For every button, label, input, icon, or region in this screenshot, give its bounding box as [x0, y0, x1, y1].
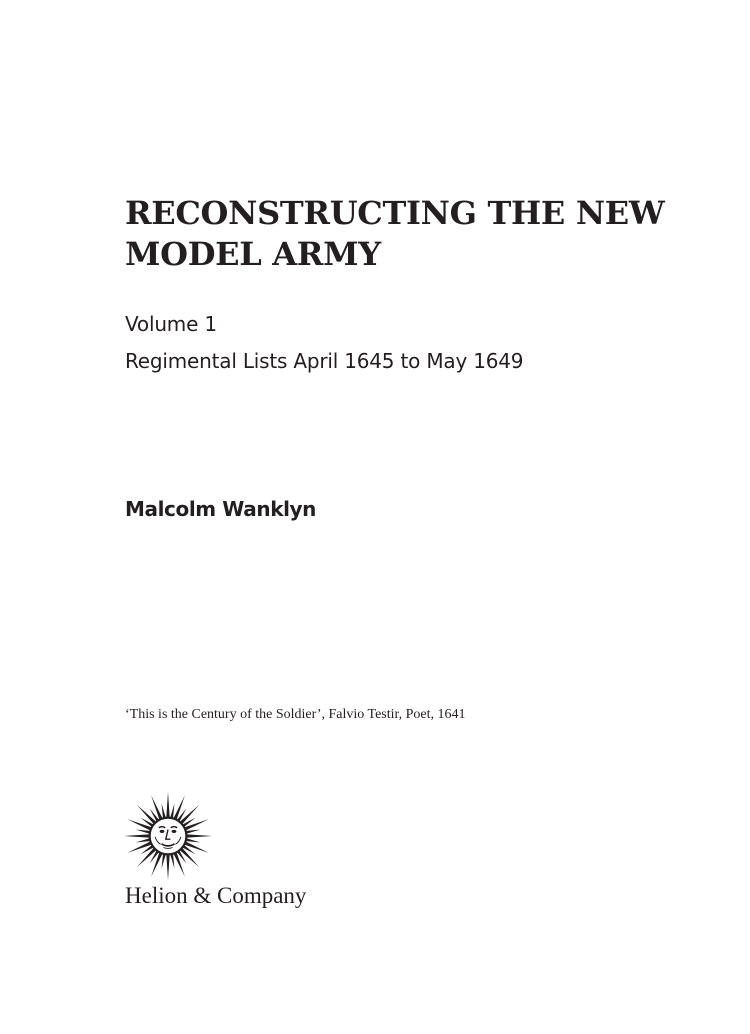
sun-ray	[162, 804, 166, 818]
sun-ray	[127, 842, 151, 853]
sun-ray	[170, 804, 174, 818]
sun-ray	[166, 792, 169, 817]
sun-ray	[187, 830, 201, 834]
sun-ray	[124, 834, 149, 837]
book-title: RECONSTRUCTING THE NEW MODEL ARMY	[125, 194, 665, 273]
sun-ray	[174, 795, 185, 819]
sun-ray	[136, 830, 150, 834]
book-subtitle: Regimental Lists April 1645 to May 1649	[125, 349, 524, 373]
sun-ray	[174, 853, 185, 877]
volume-label: Volume 1	[125, 312, 217, 336]
epigraph: ‘This is the Century of the Soldier’, Falvio Testir, Poet, 1641	[125, 707, 466, 722]
sun-ray	[151, 795, 162, 819]
sun-ray	[166, 855, 169, 880]
sun-ray	[187, 838, 201, 842]
sun-ray	[185, 819, 209, 830]
sun-ray	[187, 834, 212, 837]
sun-ray	[170, 855, 174, 869]
publisher-name: Helion & Company	[125, 883, 307, 908]
sun-ray	[162, 855, 166, 869]
author-name: Malcolm Wanklyn	[125, 497, 317, 521]
sun-ray	[136, 838, 150, 842]
sun-ray	[151, 853, 162, 877]
sun-ray	[185, 842, 209, 853]
sun-ray	[127, 819, 151, 830]
sun-face-icon	[122, 790, 214, 882]
